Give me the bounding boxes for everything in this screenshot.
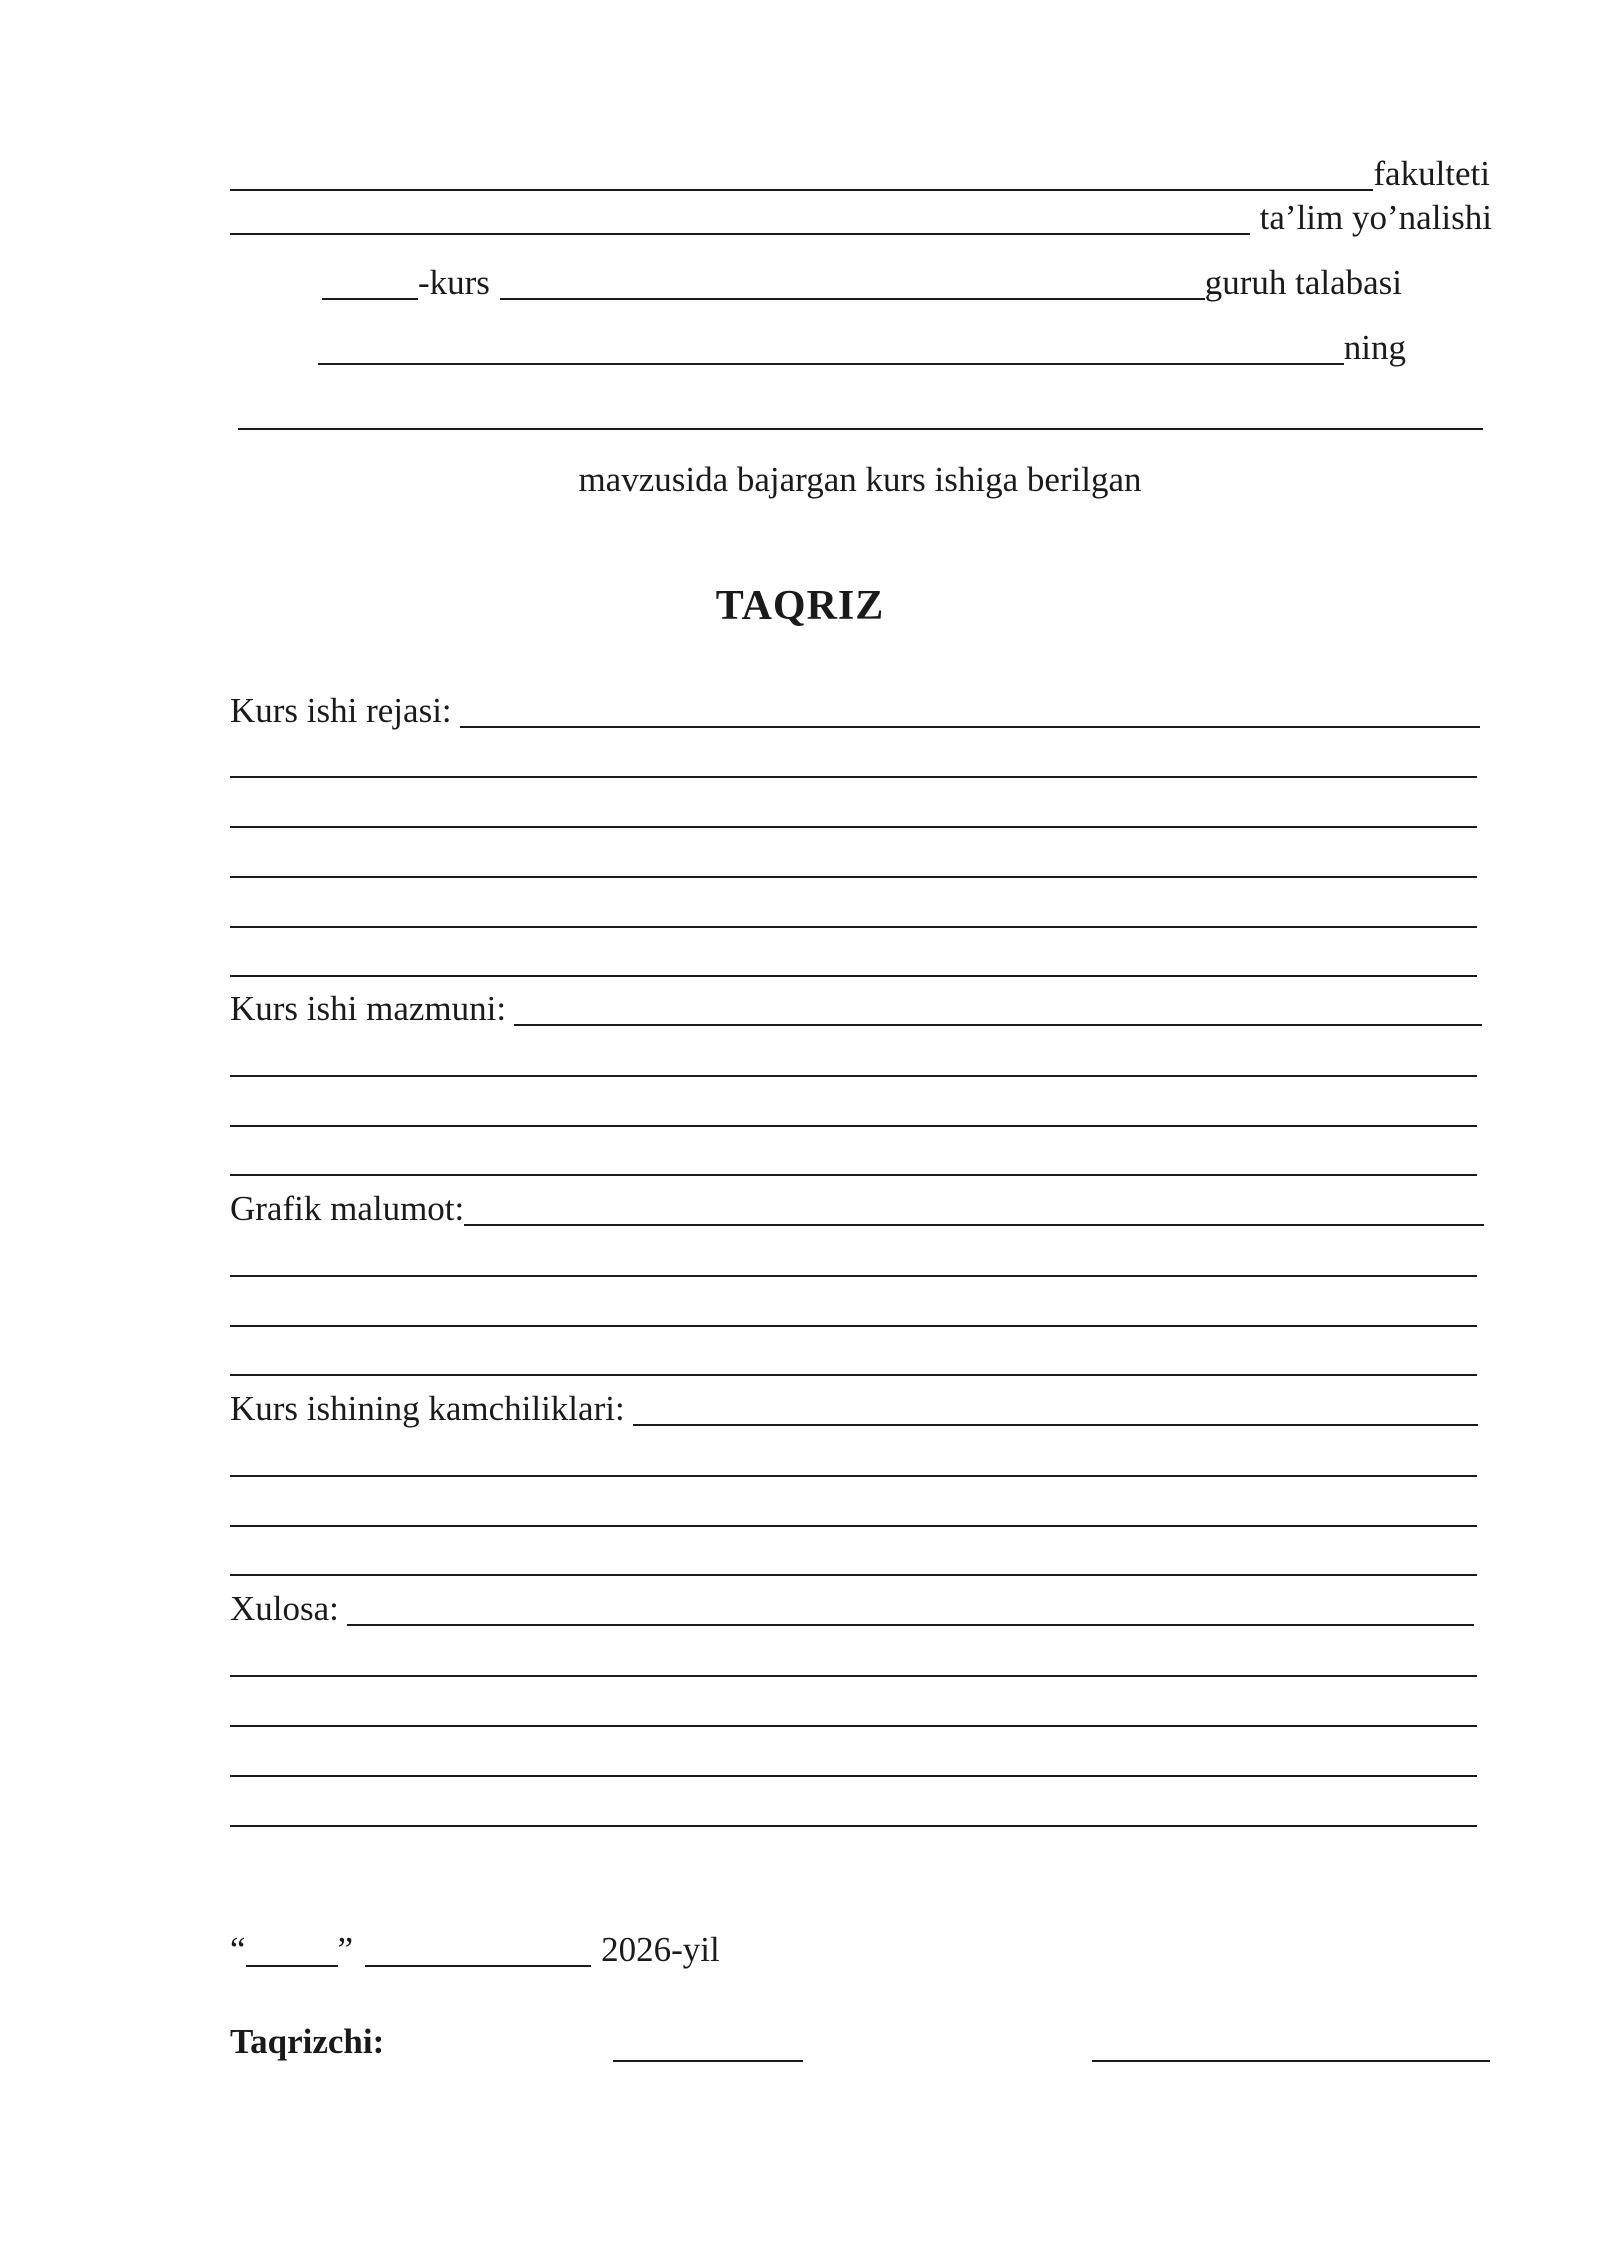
- student-label: ning: [1343, 328, 1406, 367]
- content-label: Kurs ishi mazmuni:: [230, 989, 507, 1028]
- graphic-label: Grafik malumot:: [230, 1189, 465, 1228]
- faculty-blank[interactable]: [230, 189, 1373, 191]
- graphic-line-2[interactable]: [230, 1275, 1477, 1277]
- content-row: [230, 987, 1482, 1031]
- graphic-first-blank[interactable]: [464, 1224, 1484, 1226]
- conclusion-line-5[interactable]: [230, 1825, 1477, 1827]
- direction-label: ta’lim yo’nalishi: [1259, 198, 1492, 237]
- faculty-row: [230, 152, 1490, 196]
- plan-first-blank[interactable]: [460, 726, 1480, 728]
- shortcomings-first-blank[interactable]: [633, 1424, 1478, 1426]
- date-month-blank[interactable]: [365, 1965, 591, 1967]
- conclusion-row: [230, 1587, 1474, 1631]
- plan-line-5[interactable]: [230, 926, 1477, 928]
- content-line-2[interactable]: [230, 1075, 1477, 1077]
- shortcomings-row: [230, 1387, 1478, 1431]
- group-label: guruh talabasi: [1204, 263, 1402, 302]
- shortcomings-label: Kurs ishining kamchiliklari:: [230, 1389, 625, 1428]
- date-close-quote: ”: [337, 1930, 354, 1969]
- shortcomings-line-3[interactable]: [230, 1525, 1477, 1527]
- student-row: [318, 326, 1406, 370]
- date-open-quote: “: [230, 1930, 246, 1969]
- content-line-4[interactable]: [230, 1174, 1477, 1176]
- reviewer-signature-blank[interactable]: [613, 2060, 803, 2062]
- shortcomings-line-2[interactable]: [230, 1475, 1477, 1477]
- faculty-label: fakulteti: [1373, 154, 1490, 193]
- plan-line-4[interactable]: [230, 876, 1477, 878]
- topic-caption: mavzusida bajargan kurs ishiga berilgan: [578, 460, 1142, 499]
- plan-row: [230, 689, 1480, 733]
- shortcomings-line-4[interactable]: [230, 1574, 1477, 1576]
- signature-row: [230, 2020, 1490, 2064]
- plan-line-3[interactable]: [230, 826, 1477, 828]
- graphic-line-3[interactable]: [230, 1325, 1477, 1327]
- conclusion-line-2[interactable]: [230, 1675, 1477, 1677]
- group-blank[interactable]: [500, 298, 1205, 300]
- course-number-blank[interactable]: [322, 298, 418, 300]
- plan-line-6[interactable]: [230, 975, 1477, 977]
- date-day-blank[interactable]: [246, 1965, 338, 1967]
- date-row: [230, 1928, 720, 1972]
- graphic-line-4[interactable]: [230, 1374, 1477, 1376]
- reviewer-name-blank[interactable]: [1092, 2060, 1490, 2062]
- graphic-row: [230, 1187, 1484, 1231]
- review-title: TAQRIZ: [715, 583, 885, 629]
- course-label: -kurs: [418, 263, 490, 302]
- reviewer-label: Taqrizchi:: [230, 2022, 385, 2061]
- conclusion-line-3[interactable]: [230, 1725, 1477, 1727]
- content-line-3[interactable]: [230, 1125, 1477, 1127]
- plan-label: Kurs ishi rejasi:: [230, 691, 452, 730]
- content-first-blank[interactable]: [514, 1024, 1482, 1026]
- conclusion-first-blank[interactable]: [347, 1624, 1474, 1626]
- direction-row: [230, 196, 1492, 240]
- course-group-row: [322, 261, 1402, 305]
- date-year: 2026-yil: [601, 1930, 720, 1969]
- conclusion-line-4[interactable]: [230, 1775, 1477, 1777]
- conclusion-label: Xulosa:: [230, 1589, 339, 1628]
- plan-line-2[interactable]: [230, 776, 1477, 778]
- student-name-blank[interactable]: [318, 363, 1344, 365]
- direction-blank[interactable]: [230, 233, 1250, 235]
- topic-blank[interactable]: [238, 428, 1483, 430]
